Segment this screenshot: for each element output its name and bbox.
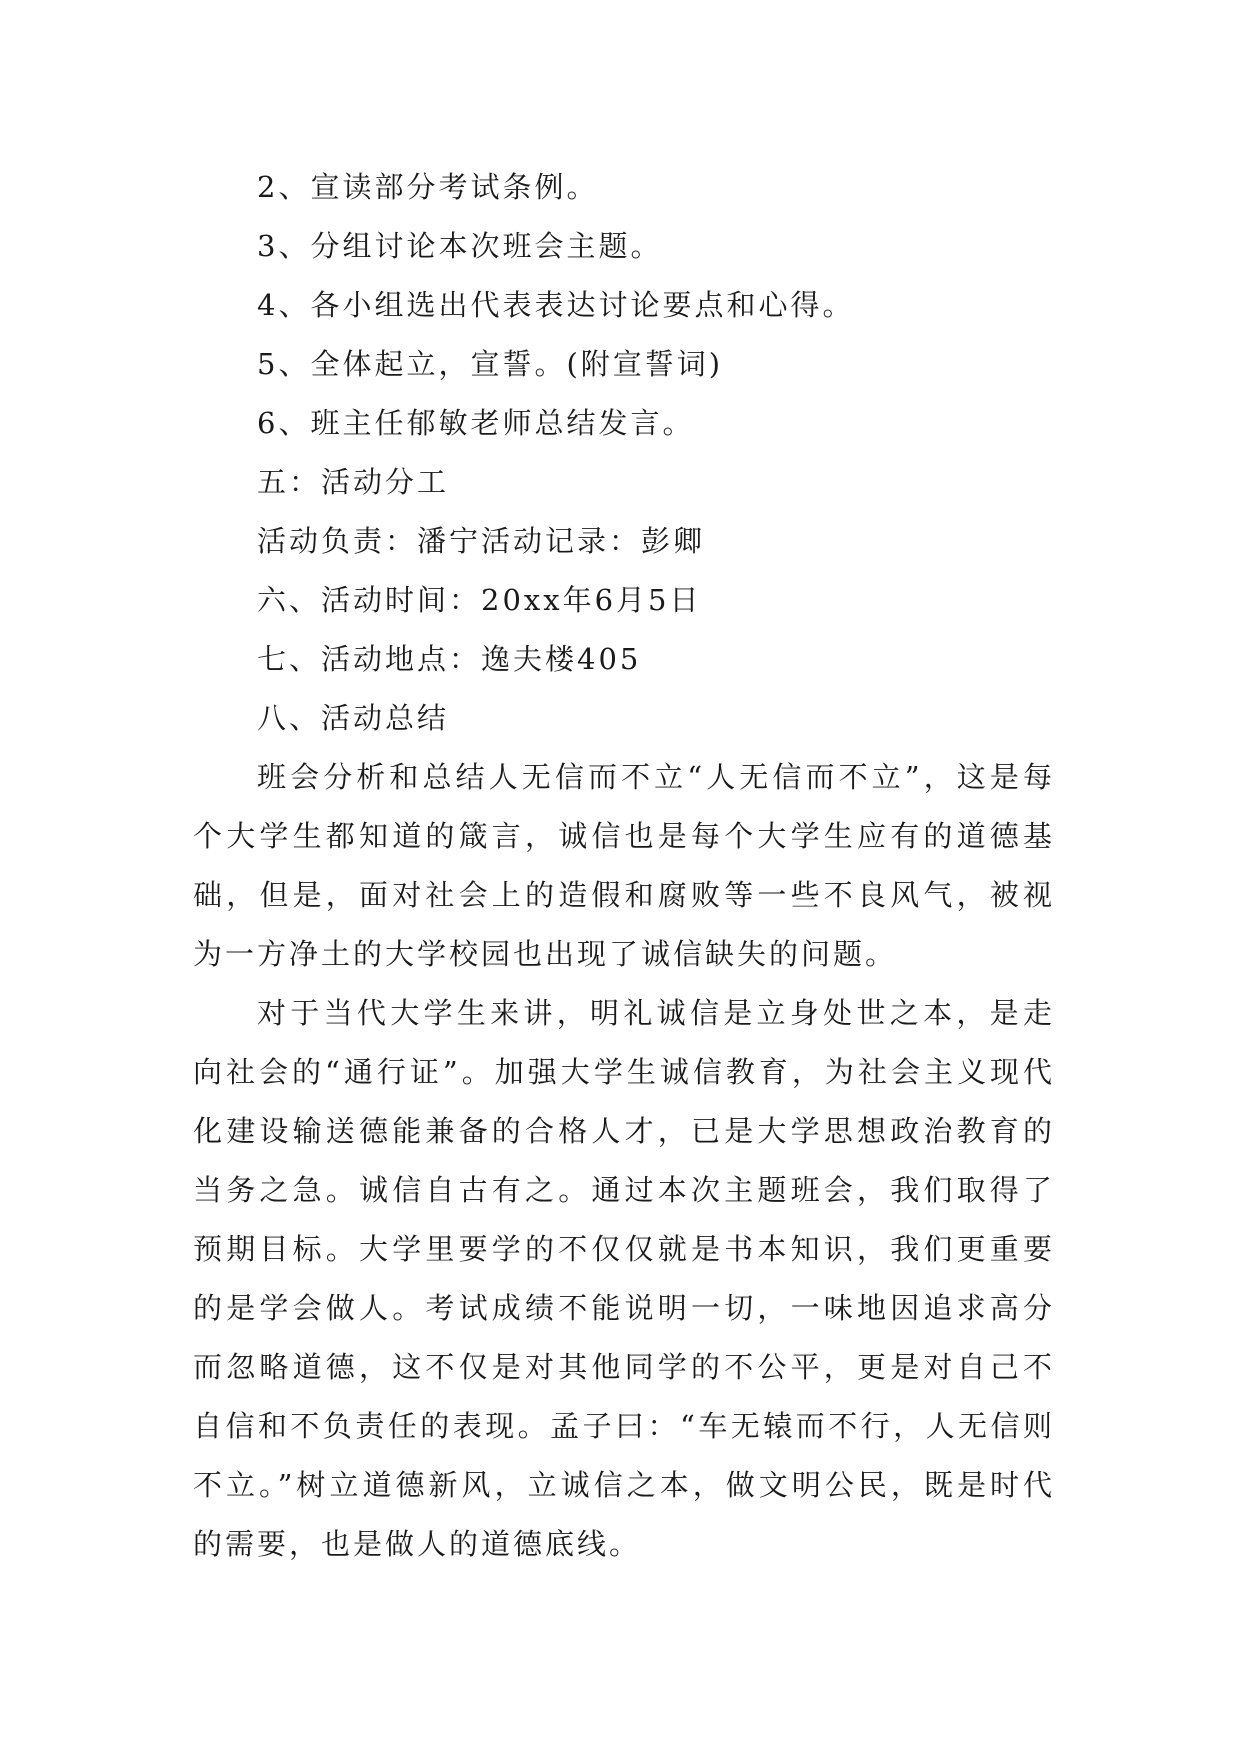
section-heading: 五：活动分工 — [257, 465, 450, 499]
list-item: 4、各小组选出代表表达讨论要点和心得。 — [257, 288, 855, 322]
list-item: 5、全体起立，宣誓。(附宣誓词) — [257, 347, 724, 381]
body-paragraph: 班会分析和总结人无信而不立“人无信而不立”，这是每个大学生都知道的箴言，诚信也是每个大学生应有的道德基础，但是，面对社会上的造假和腐败等一些不良风气，被视为一方净土的大学校园也出现了诚信缺失的问题。 — [193, 760, 1055, 971]
list-item: 3、分组讨论本次班会主题。 — [257, 229, 663, 263]
section-heading: 六、活动时间：20xx年6月5日 — [257, 583, 702, 617]
list-item: 6、班主任郁敏老师总结发言。 — [257, 406, 695, 440]
list-item: 2、宣读部分考试条例。 — [257, 170, 599, 204]
body-paragraph: 对于当代大学生来讲，明礼诚信是立身处世之本，是走向社会的“通行证”。加强大学生诚信教育，为社会主义现代化建设输送德能兼备的合格人才，已是大学思想政治教育的当务之急。诚信自古有之。通过本次主题班会，我们取得了预期目标。大学里要学的不仅仅就是书本知识，我们更重要的是学会做人。考试成绩不能说明一切，一味地因追求高分而忽略道德，这不仅是对其他同学的不公平，更是对自己不自信和不负责任的表现。孟子曰：“车无辕而不行，人无信则不立。”树立道德新风，立诚信之本，做文明公民，既是时代的需要，也是做人的道德底线。 — [193, 996, 1055, 1561]
list-item: 活动负责：潘宁活动记录：彭卿 — [257, 524, 706, 558]
section-heading: 七、活动地点：逸夫楼405 — [257, 642, 642, 676]
section-heading: 八、活动总结 — [257, 701, 450, 735]
document-page — [193, 158, 1055, 1574]
